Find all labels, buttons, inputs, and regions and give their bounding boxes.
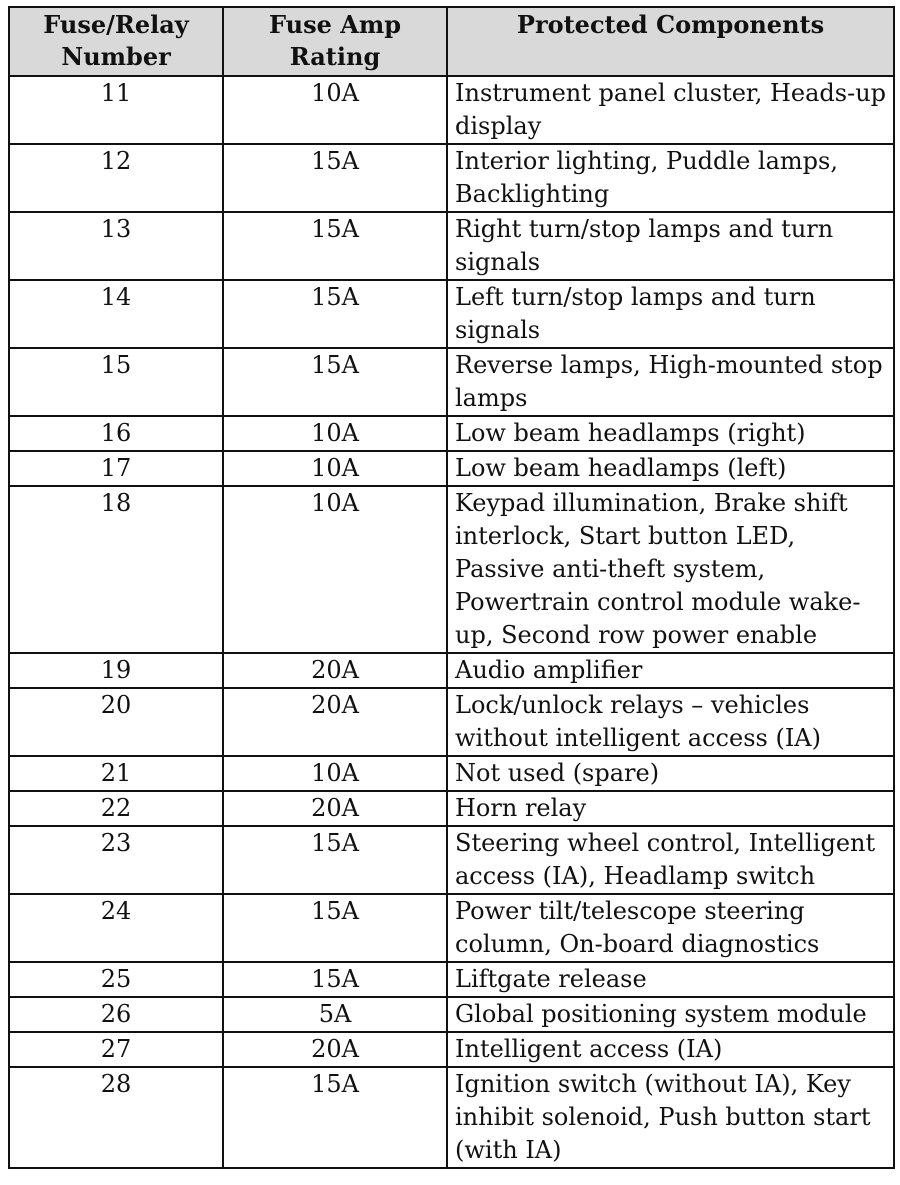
protected-components-cell: Instrument panel cluster, Heads-up display — [447, 76, 894, 144]
amp-rating-cell: 15A — [223, 826, 447, 894]
fuse-number-cell: 26 — [9, 997, 223, 1032]
protected-components-cell: Low beam headlamps (left) — [447, 451, 894, 486]
table-row — [9, 826, 894, 894]
amp-rating-cell: 20A — [223, 688, 447, 756]
protected-components-cell: Left turn/stop lamps and turn signals — [447, 280, 894, 348]
amp-rating-cell: 15A — [223, 894, 447, 962]
table-row — [9, 280, 894, 348]
protected-components-cell: Keypad illumination, Brake shift interlock, Start button LED, Passive anti-theft system, Powertrain control module wake-up, Second row power enable — [447, 486, 894, 653]
amp-rating-cell: 15A — [223, 348, 447, 416]
fuse-number-cell: 13 — [9, 212, 223, 280]
table-row — [9, 997, 894, 1032]
header-protected-components: Protected Components — [447, 7, 894, 76]
table-row — [9, 653, 894, 688]
header-amp-rating: Fuse Amp Rating — [223, 7, 447, 76]
amp-rating-cell: 15A — [223, 962, 447, 997]
protected-components-cell: Low beam headlamps (right) — [447, 416, 894, 451]
protected-components-cell: Reverse lamps, High-mounted stop lamps — [447, 348, 894, 416]
table-row — [9, 756, 894, 791]
table-row — [9, 1032, 894, 1067]
protected-components-cell: Right turn/stop lamps and turn signals — [447, 212, 894, 280]
fuse-table — [8, 6, 895, 1169]
table-row — [9, 791, 894, 826]
table-row — [9, 144, 894, 212]
protected-components-cell: Power tilt/telescope steering column, On-board diagnostics — [447, 894, 894, 962]
protected-components-cell: Liftgate release — [447, 962, 894, 997]
fuse-number-cell: 24 — [9, 894, 223, 962]
table-row — [9, 348, 894, 416]
protected-components-cell: Intelligent access (IA) — [447, 1032, 894, 1067]
amp-rating-cell: 10A — [223, 76, 447, 144]
table-row — [9, 416, 894, 451]
protected-components-cell: Global positioning system module — [447, 997, 894, 1032]
fuse-number-cell: 16 — [9, 416, 223, 451]
table-row — [9, 962, 894, 997]
amp-rating-cell: 20A — [223, 1032, 447, 1067]
protected-components-cell: Steering wheel control, Intelligent access (IA), Headlamp switch — [447, 826, 894, 894]
fuse-number-cell: 28 — [9, 1067, 223, 1168]
fuse-number-cell: 23 — [9, 826, 223, 894]
protected-components-cell: Lock/unlock relays – vehicles without intelligent access (IA) — [447, 688, 894, 756]
amp-rating-cell: 15A — [223, 1067, 447, 1168]
fuse-number-cell: 19 — [9, 653, 223, 688]
fuse-number-cell: 18 — [9, 486, 223, 653]
fuse-number-cell: 22 — [9, 791, 223, 826]
protected-components-cell: Interior lighting, Puddle lamps, Backlighting — [447, 144, 894, 212]
fuse-number-cell: 20 — [9, 688, 223, 756]
amp-rating-cell: 20A — [223, 653, 447, 688]
table-body — [9, 76, 894, 1168]
table-row — [9, 1067, 894, 1168]
amp-rating-cell: 10A — [223, 416, 447, 451]
header-row — [9, 7, 894, 76]
amp-rating-cell: 20A — [223, 791, 447, 826]
protected-components-cell: Ignition switch (without IA), Key inhibit solenoid, Push button start (with IA) — [447, 1067, 894, 1168]
amp-rating-cell: 10A — [223, 451, 447, 486]
protected-components-cell: Not used (spare) — [447, 756, 894, 791]
fuse-number-cell: 27 — [9, 1032, 223, 1067]
amp-rating-cell: 15A — [223, 144, 447, 212]
protected-components-cell: Horn relay — [447, 791, 894, 826]
fuse-number-cell: 21 — [9, 756, 223, 791]
fuse-number-cell: 12 — [9, 144, 223, 212]
protected-components-cell: Audio amplifier — [447, 653, 894, 688]
table-row — [9, 76, 894, 144]
amp-rating-cell: 5A — [223, 997, 447, 1032]
header-fuse-number: Fuse/Relay Number — [9, 7, 223, 76]
amp-rating-cell: 10A — [223, 486, 447, 653]
fuse-number-cell: 14 — [9, 280, 223, 348]
table-row — [9, 688, 894, 756]
amp-rating-cell: 10A — [223, 756, 447, 791]
fuse-number-cell: 17 — [9, 451, 223, 486]
fuse-number-cell: 25 — [9, 962, 223, 997]
table-row — [9, 894, 894, 962]
amp-rating-cell: 15A — [223, 280, 447, 348]
fuse-number-cell: 11 — [9, 76, 223, 144]
amp-rating-cell: 15A — [223, 212, 447, 280]
fuse-number-cell: 15 — [9, 348, 223, 416]
table-row — [9, 451, 894, 486]
table-row — [9, 212, 894, 280]
table-row — [9, 486, 894, 653]
